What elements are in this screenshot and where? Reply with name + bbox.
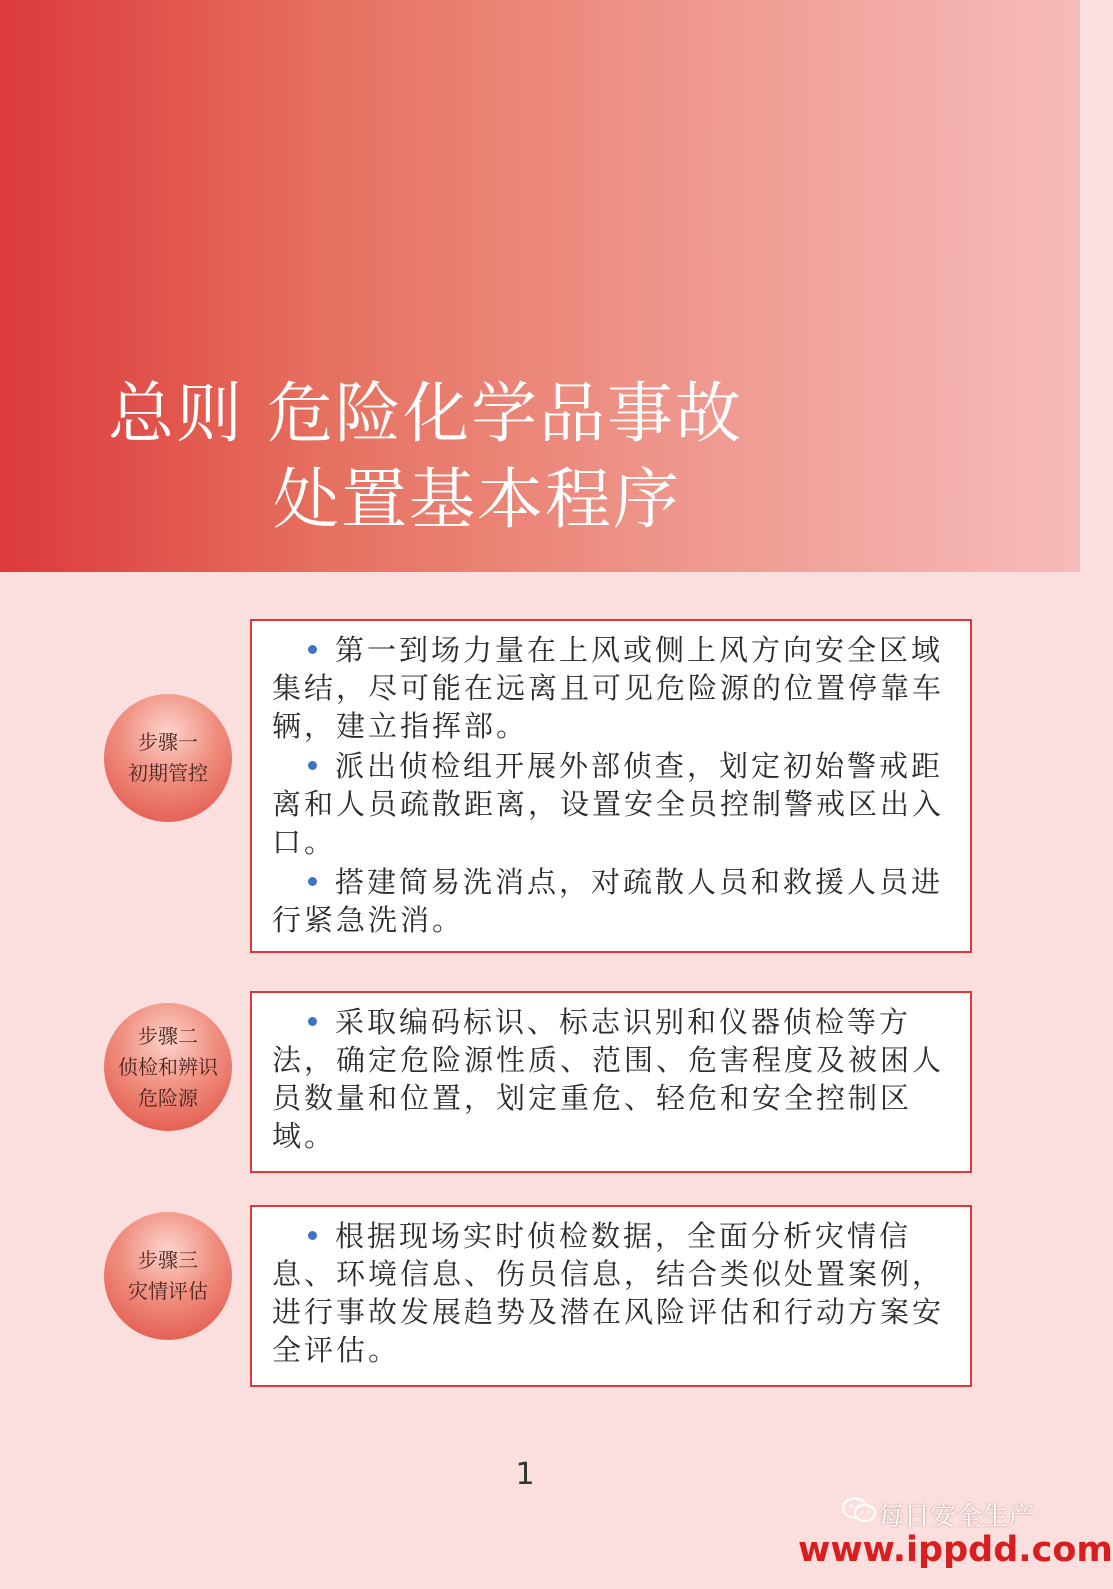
- page-title-line2: 处置基本程序: [273, 461, 681, 538]
- step-2-content-box: [250, 991, 972, 1173]
- step-2-label-line: 侦检和辨识: [118, 1054, 218, 1079]
- watermark-url: www.ippdd.com: [798, 1530, 1113, 1570]
- step-2-label-line: 危险源: [138, 1085, 198, 1110]
- page-number: 1: [515, 1457, 535, 1492]
- step-2-label-line: 步骤二: [138, 1023, 198, 1048]
- page-title-line1: 总则 危险化学品事故: [108, 375, 743, 452]
- step-1-paragraph: 搭建简易洗消点，对疏散人员和救援人员进行紧急洗消。: [272, 865, 944, 937]
- bullet-icon: [308, 877, 317, 886]
- step-1-label-line: 初期管控: [128, 761, 208, 785]
- bullet-icon: [308, 645, 317, 654]
- step-1-label-line: 步骤一: [138, 730, 198, 754]
- step-3-label-line: 灾情评估: [128, 1279, 208, 1303]
- step-1-paragraph: 第一到场力量在上风或侧上风方向安全区域集结，尽可能在远离且可见危险源的位置停靠车辆，建立指挥部。: [272, 633, 945, 743]
- watermark-account: 每日安全生产: [878, 1502, 1035, 1532]
- step-2-badge: [104, 1003, 232, 1131]
- wechat-icon: [842, 1497, 876, 1523]
- step-2-paragraph: 采取编码标识、标志识别和仪器侦检等方法，确定危险源性质、范围、危害程度及被困人员数量和位置，划定重危、轻危和安全控制区域。: [272, 1005, 945, 1153]
- step-3-badge: [104, 1212, 232, 1340]
- step-1-content-box: [250, 619, 972, 953]
- bullet-icon: [308, 1017, 317, 1026]
- step-1-badge: [104, 694, 232, 822]
- step-1-paragraph: 派出侦检组开展外部侦查，划定初始警戒距离和人员疏散距离，设置安全员控制警戒区出入口。: [272, 749, 945, 859]
- step-3-label-line: 步骤三: [138, 1248, 198, 1272]
- bullet-icon: [308, 1231, 317, 1240]
- step-3-content-box: [250, 1205, 972, 1387]
- bullet-icon: [308, 761, 317, 770]
- step-3-paragraph: 根据现场实时侦检数据，全面分析灾情信息、环境信息、伤员信息，结合类似处置案例，进行事故发展趋势及潜在风险评估和行动方案安全评估。: [272, 1219, 945, 1367]
